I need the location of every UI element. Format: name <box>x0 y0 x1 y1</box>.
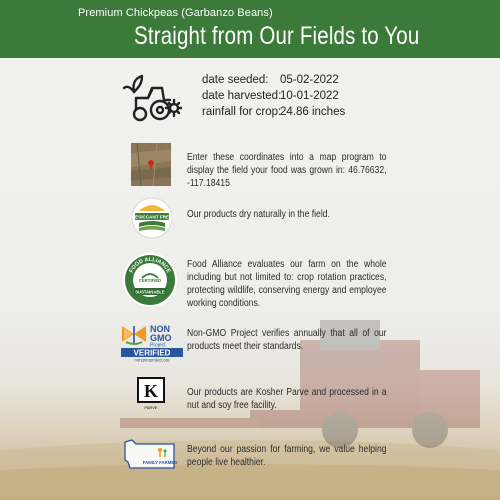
date-seeded-label: date seeded: <box>202 74 269 86</box>
food-alliance-certified-badge <box>122 252 178 308</box>
kosher-badge-sub: PARVE <box>144 405 158 410</box>
nongmo-text: Non-GMO Project verifies annually that all of our products meet their standards. <box>187 328 387 352</box>
date-harvested-label: date harvested: <box>202 90 282 102</box>
food-alliance-badge-top: FOOD ALLIANCE <box>128 256 172 274</box>
map-coordinates-text: Enter these coordinates into a map program to display the field your food was grown in: 46.76632, -117.18415 <box>187 152 387 189</box>
nongmo-badge-gmo: GMO <box>150 333 172 343</box>
nongmo-badge-non: NON <box>150 324 170 334</box>
food-alliance-badge-mid: CERTIFIED <box>138 278 162 283</box>
rainfall-value: 24.86 inches <box>280 106 346 118</box>
header-banner <box>0 0 500 58</box>
tractor-icon <box>122 70 182 126</box>
nongmo-badge-verified: VERIFIED <box>133 348 171 358</box>
kosher-parve-badge <box>136 376 166 412</box>
nongmo-badge-url: nongmoproject.org <box>134 357 170 362</box>
date-seeded-value: 05-02-2022 <box>280 74 339 86</box>
non-gmo-verified-badge <box>120 322 184 362</box>
rainfall-label: rainfall for crop: <box>202 106 282 118</box>
kosher-badge-letter: K <box>143 381 159 401</box>
page-title: Straight from Our Fields to You <box>134 22 420 50</box>
family-farmed-badge-text: FAMILY FARMED <box>142 460 178 465</box>
date-harvested-value: 10-01-2022 <box>280 90 339 102</box>
field-map-thumbnail <box>131 143 171 186</box>
nongmo-badge-project: Project <box>150 342 166 349</box>
kosher-text: Our products are Kosher Parve and processed in a nut and soy free facility. <box>187 387 387 411</box>
family-farmed-text: Beyond our passion for farming, we value helping people live healthier. <box>187 444 387 468</box>
desiccant-badge-text: DESICCANT FREE <box>131 214 173 220</box>
product-subtitle: Premium Chickpeas (Garbanzo Beans) <box>78 7 273 19</box>
food-alliance-text: Food Alliance evaluates our farm on the whole including but not limited to: crop rotation practices, protecting wildlife, conserving energy and employee working conditions. <box>187 259 387 309</box>
desiccant-text: Our products dry naturally in the field. <box>187 209 330 220</box>
food-alliance-badge-bottom: SUSTAINABLE <box>135 289 165 295</box>
desiccant-free-badge <box>131 197 173 239</box>
family-farmed-badge <box>122 434 180 474</box>
